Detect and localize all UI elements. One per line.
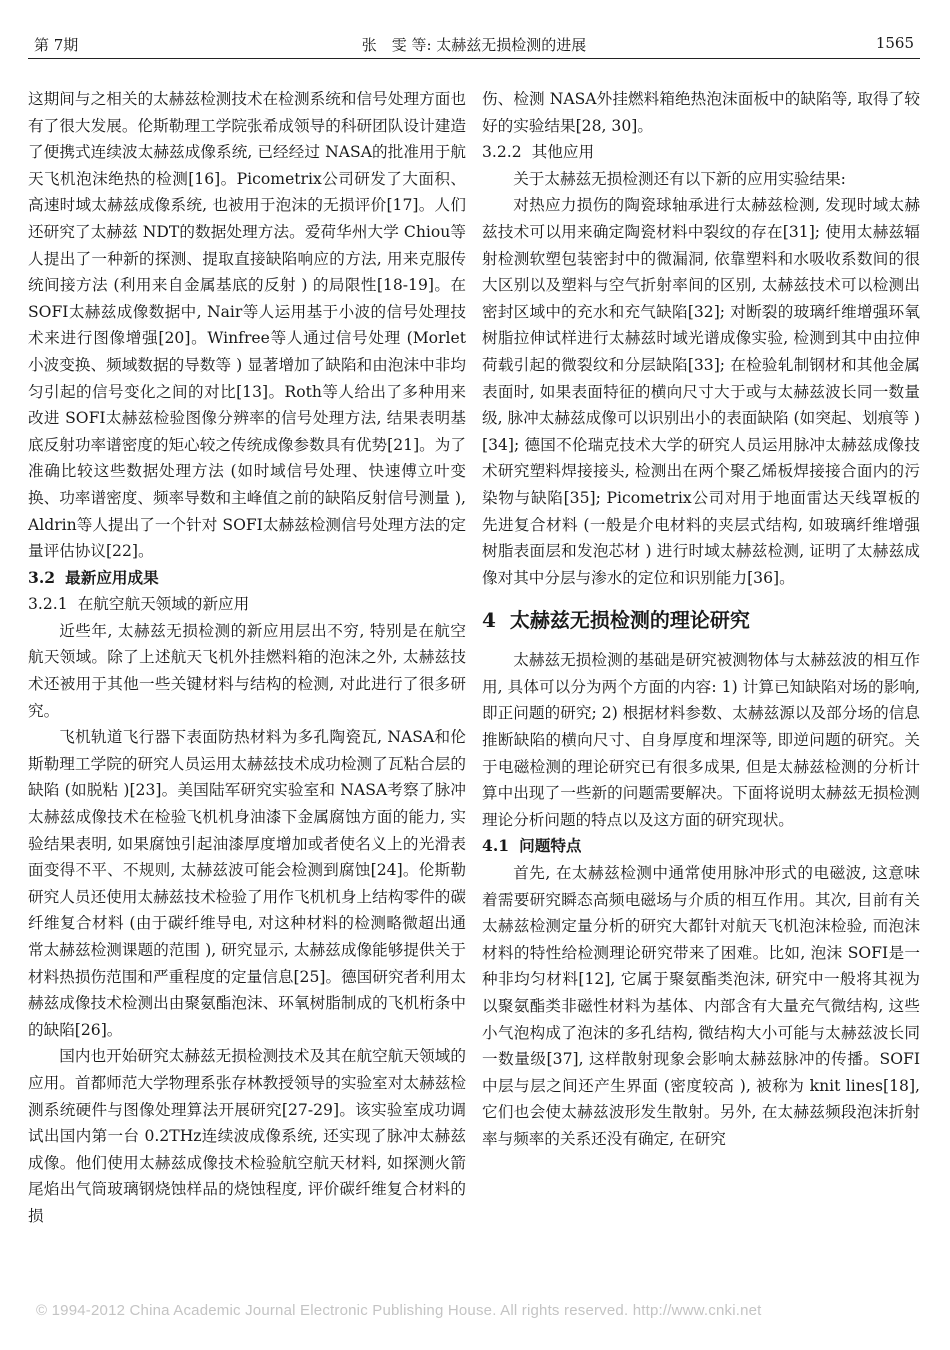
journal-issue: 第 7期 — [34, 36, 79, 54]
section-title: 问题特点 — [519, 836, 582, 856]
section-heading-3-2 — [28, 565, 466, 592]
paragraph-theory-intro: 太赫兹无损检测的基础是研究被测物体与太赫兹波的相互作用, 具体可以分为两个方面的内容: 1) 计算已知缺陷对场的影响, 即正问题的研究; 2) 根据材料参数、太赫兹源以及部分场的信息推断缺陷的横向尺寸、自身厚度和埋深等, 即逆问题的研究。关于电磁检测的理论研究已有很多成果, 但是太赫兹检测的分析计算中出现了一些新的问题需要解决。下面将说明太赫兹无损检测理论分析问题的特点以及这方面的研究现状。 — [482, 651, 920, 829]
subsection-number: 3.2.1 — [28, 595, 68, 614]
paragraph-data-processing: 这期间与之相关的太赫兹检测技术在检测系统和信号处理方面也有了很大发展。伦斯勒理工学院张希成领导的科研团队设计建造了便携式连续波太赫兹成像系统, 已经经过 NASA的批准用于航天飞机泡沫绝热的检测[16]。Picometrix公司研发了大面积、高速时域太赫兹成像系统, 也被用于泡沫的无损评价[17]。人们还研究了太赫兹 NDT的数据处理方法。爱荷华州大学 Chiou等人提出了一种新的探测、提取直接缺陷响应的方法, 用来克服传统间接方法 (利用来自金属基底的反射 ) 的局限性[18-19]。在 SOFI太赫兹成像数据中, Nair等人运用基于小波的信号处理技术来进行图像增强[20]。Winfree等人通过信号处理 (Morlet小波变换、频域数据的导数等 ) 显著增加了缺陷和由泡沫中非均匀引起的信号变化之间的对比[13]。Roth等人给出了多种用来改进 SOFI太赫兹检验图像分辨率的信号处理方法, 结果表明基底反射功率谱密度的矩心较之传统成像参数具有优势[21]。为了准确比较这些数据处理方法 (如时域信号处理、快速傅立叶变换、功率谱密度、频率导数和主峰值之前的缺陷反射信号测量 ), Aldrin等人提出了一个针对 SOFI太赫兹检测信号处理方法的定量评估协议[22]。 — [28, 90, 466, 561]
paragraph-problem-features: 首先, 在太赫兹检测中通常使用脉冲形式的电磁波, 这意味着需要研究瞬态高频电磁场与介质的相互作用。其次, 目前有关太赫兹检测定量分析的研究大都针对航天飞机泡沫检验, 而泡沫材料的特性给检测理论研究带来了困难。比如, 泡沫 SOFI是一种非均匀材料[12], 它属于聚氨酯类泡沫, 研究中一般将其视为以聚氨酯类非磁性材料为基体、内部含有大量充气微结构, 这些小气泡构成了泡沫的多孔结构, 微结构大小可能与太赫兹波长同一数量级[37], 这样散射现象会影响太赫兹脉冲的传播。SOFI中层与层之间还产生界面 (密度较高 ), 被称为 knit lines[18], 它们也会使太赫兹波形发生散射。另外, 在太赫兹频段泡沫折射率与频率的关系还没有确定, 在研究 — [482, 864, 920, 1148]
subsection-title: 在航空航天领域的新应用 — [77, 595, 250, 614]
paragraph-domestic-research: 国内也开始研究太赫兹无损检测技术及其在航空航天领域的应用。首都师范大学物理系张存林教授领导的实验室对太赫兹检测系统硬件与图像处理算法开展研究[27-29]。该实验室成功调试出国内第一台 0.2THz连续波成像系统, 还实现了脉冲太赫兹成像。他们使用太赫兹成像技术检验航空航天材料, 如探测火箭尾焰出气筒玻璃钢烧蚀样品的烧蚀程度, 评价碳纤维复合材料的损 — [28, 1047, 466, 1225]
copyright-watermark: © 1994-2012 China Academic Journal Electronic Publishing House. All rights reserved. http://www.cnki.net — [36, 1302, 762, 1319]
page-number: 1565 — [875, 34, 914, 52]
section-number: 4 — [482, 608, 496, 633]
running-header — [28, 34, 920, 59]
paragraph-other-intro: 关于太赫兹无损检测还有以下新的应用实验结果: — [513, 169, 846, 188]
section-number: 3.2 — [28, 567, 56, 587]
right-column — [482, 86, 920, 1153]
running-title: 张 雯 等: 太赫兹无损检测的进展 — [361, 36, 587, 54]
subsection-title: 其他应用 — [531, 143, 595, 162]
paragraph-continuation: 伤、检测 NASA外挂燃料箱绝热泡沫面板中的缺陷等, 取得了较好的实验结果[28, 30]。 — [482, 90, 920, 135]
subsection-heading-3-2-2 — [482, 139, 920, 166]
section-title: 最新应用成果 — [65, 567, 159, 587]
section-heading-4-1 — [482, 833, 920, 860]
section-heading-4 — [482, 605, 920, 635]
paragraph-aerospace-intro: 近些年, 太赫兹无损检测的新应用层出不穷, 特别是在航空航天领域。除了上述航天飞机外挂燃料箱的泡沫之外, 太赫兹技术还被用于其他一些关键材料与结构的检测, 对此进行了很多研究。 — [28, 621, 466, 720]
left-column — [28, 86, 466, 1230]
section-title: 太赫兹无损检测的理论研究 — [509, 608, 750, 633]
paragraph-aerospace-studies: 飞机轨道飞行器下表面防热材料为多孔陶瓷瓦, NASA和伦斯勒理工学院的研究人员运用太赫兹技术成功检测了瓦粘合层的缺陷 (如脱粘 )[23]。美国陆军研究实验室和 NASA考察了脉冲太赫兹成像技术在检验飞机机身油漆下金属腐蚀方面的能力, 实验结果表明, 如果腐蚀引起油漆厚度增加或者使名义上的光滑表面变得不平、不规则, 太赫兹波可能会检测到腐蚀[24]。伦斯勒研究人员还使用太赫兹技术检验了用作飞机机身上结构零件的碳纤维复合材料 (由于碳纤维导电, 对这种材料的检测略微超出通常太赫兹检测课题的范围 ), 研究显示, 太赫兹成像能够提供关于材料热损伤范围和严重程度的定量信息[25]。德国研究者利用太赫兹成像技术检测出由聚氨酯泡沫、环氧树脂制成的飞机桁条中的缺陷[26]。 — [28, 728, 466, 1039]
paragraph-other-applications: 对热应力损伤的陶瓷球轴承进行太赫兹检测, 发现时域太赫兹技术可以用来确定陶瓷材料中裂纹的存在[31]; 使用太赫兹辐射检测软塑包装密封中的微漏洞, 依靠塑料和水吸收系数间的很大区别以及塑料与空气折射率间的区别, 太赫兹技术可以检测出密封区域中的充水和充气缺陷[32]; 对断裂的玻璃纤维增强环氧树脂拉伸试样进行太赫兹时域光谱成像实验, 检测到其中由拉伸荷载引起的微裂纹和分层缺陷[33]; 在检验轧制钢材和其他金属表面时, 如果表面特征的横向尺寸大于或与太赫兹波长同一数量级, 脉冲太赫兹成像可以识别出小的表面缺陷 (如突起、划痕等 )[34]; 德国不伦瑞克技术大学的研究人员运用脉冲太赫兹成像技术研究塑料焊接接头, 检测出在两个聚乙烯板焊接接合面内的污染物与缺陷[35]; Picometrix公司对用于地面雷达天线罩板的先进复合材料 (一般是介电材料的夹层式结构, 如玻璃纤维增强树脂表面层和发泡芯材 ) 进行时域太赫兹检测, 证明了太赫兹成像对其中分层与渗水的定位和识别能力[36]。 — [482, 196, 920, 587]
section-number: 4.1 — [482, 836, 510, 856]
subsection-heading-3-2-1 — [28, 591, 466, 618]
subsection-number: 3.2.2 — [482, 143, 522, 162]
